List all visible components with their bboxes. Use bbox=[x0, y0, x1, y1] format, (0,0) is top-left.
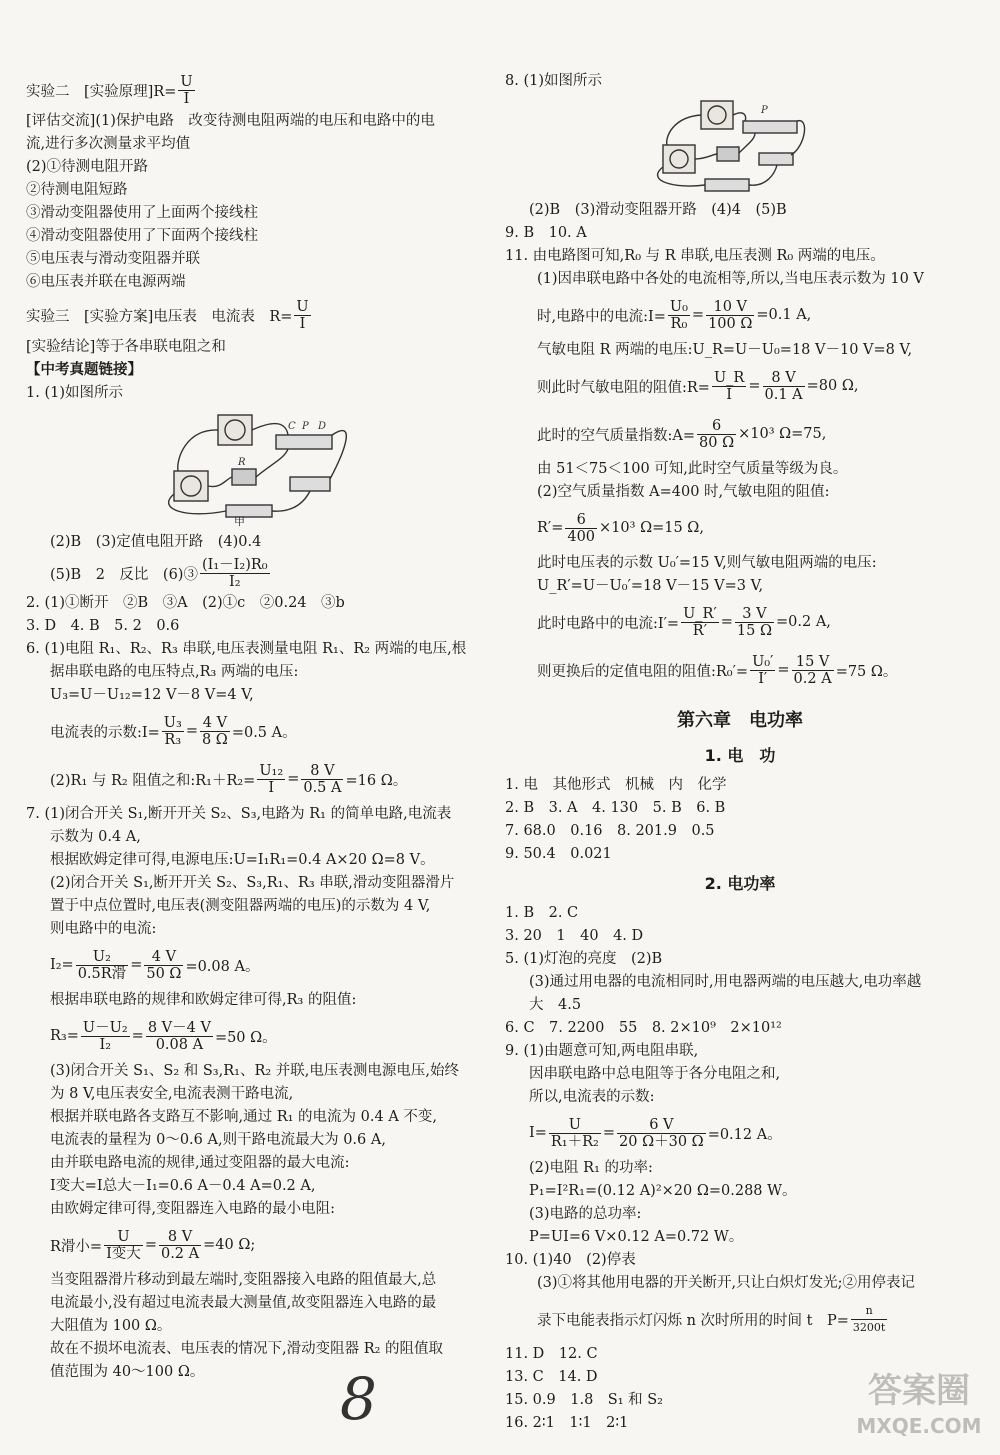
right-column bbox=[505, 70, 975, 1435]
q11-line: 由 51＜75＜100 可知,此时空气质量等级为良。 bbox=[537, 461, 848, 477]
answer-line: (2)电阻 R₁ 的功率: bbox=[529, 1160, 653, 1176]
numerator: 10 V bbox=[706, 299, 754, 316]
answer-line: 6. C 7. 2200 55 8. 2×10⁹ 2×10¹² bbox=[505, 1020, 782, 1036]
equals: = bbox=[144, 1237, 157, 1253]
fraction bbox=[257, 763, 285, 796]
watermark-line-2: MXQE.COM bbox=[856, 1414, 982, 1438]
denominator: R₁＋R₂ bbox=[550, 1133, 599, 1150]
s2-text: I= bbox=[529, 1125, 547, 1141]
q11-formula-2 bbox=[505, 362, 975, 410]
fraction bbox=[81, 1020, 130, 1053]
numerator: 6 bbox=[697, 418, 736, 435]
q7-line: 电流最小,没有超过电流表最大测量值,故变阻器连入电路的最 bbox=[50, 1295, 437, 1311]
numerator: 4 V bbox=[144, 949, 183, 966]
numerator: U₃ bbox=[163, 714, 182, 731]
svg-text:C: C bbox=[288, 421, 296, 432]
denominator: I bbox=[726, 386, 733, 403]
exp2-principle bbox=[26, 70, 486, 110]
denominator: I bbox=[268, 779, 275, 796]
eval-line: ④滑动变阻器使用了下面两个接线柱 bbox=[26, 228, 258, 244]
q8-line: 8. (1)如图所示 bbox=[505, 73, 602, 89]
fraction bbox=[294, 299, 310, 332]
q7-text: =40 Ω; bbox=[203, 1237, 256, 1253]
s2-formula-power bbox=[505, 1295, 975, 1343]
q7-line: 电流表的量程为 0～0.6 A,则干路电流最大为 0.6 A, bbox=[50, 1132, 386, 1148]
answer-line: 5. (1)灯泡的亮度 (2)B bbox=[505, 951, 663, 967]
q7-text: R₃= bbox=[50, 1028, 79, 1044]
eval-line: ⑥电压表并联在电源两端 bbox=[26, 274, 186, 290]
fraction bbox=[76, 949, 128, 982]
q7-line: 根据欧姆定律可得,电源电压:U=I₁R₁=0.4 A×20 Ω=8 V。 bbox=[50, 852, 435, 868]
answer-line: 16. 2∶1 1∶1 2∶1 bbox=[505, 1415, 629, 1431]
q11-line: 气敏电阻 R 两端的电压:U_R=U－U₀=18 V－10 V=8 V, bbox=[537, 342, 913, 358]
q11-text: 此时的空气质量指数:A= bbox=[537, 427, 696, 444]
q11-text: ×10³ Ω=15 Ω, bbox=[599, 520, 704, 536]
eval-line: (2)①待测电阻开路 bbox=[26, 159, 149, 175]
q11-text: 则此时气敏电阻的阻值:R= bbox=[537, 379, 710, 396]
answer-line: 9. 50.4 0.021 bbox=[505, 846, 612, 862]
fraction bbox=[200, 557, 270, 590]
fraction bbox=[159, 1229, 201, 1262]
fraction bbox=[301, 763, 343, 796]
q7-line: 置于中点位置时,电压表(测变阻器两端的电压)的示数为 4 V, bbox=[50, 898, 431, 914]
numerator: 8 V bbox=[301, 763, 343, 780]
q11-formula-5 bbox=[505, 598, 975, 646]
circuit-diagram-icon bbox=[505, 97, 975, 197]
svg-text:R: R bbox=[238, 457, 246, 468]
q7-line: 故在不损坏电流表、电压表的情况下,滑动变阻器 R₂ 的阻值取 bbox=[50, 1341, 444, 1357]
equals: = bbox=[691, 307, 705, 323]
q7-line: 当变阻器滑片移动到最左端时,变阻器接入电路的阻值最大,总 bbox=[50, 1272, 437, 1288]
numerator: 6 bbox=[565, 512, 597, 529]
q11-text: =0.2 A, bbox=[776, 614, 831, 630]
numerator: U bbox=[180, 73, 193, 90]
fraction bbox=[617, 1117, 706, 1150]
q11-text: =80 Ω, bbox=[806, 378, 859, 394]
numerator: 6 V bbox=[617, 1117, 706, 1134]
answer-line: 11. D 12. C bbox=[505, 1346, 598, 1362]
q11-line: 11. 由电路图可知,R₀ 与 R 串联,电压表测 R₀ 两端的电压。 bbox=[505, 248, 885, 264]
fraction bbox=[712, 370, 746, 403]
q7-formula-2 bbox=[26, 1012, 486, 1060]
q6-text: =0.5 A。 bbox=[231, 724, 297, 741]
s2-formula bbox=[505, 1109, 975, 1157]
equals: = bbox=[131, 1028, 144, 1044]
fraction bbox=[668, 299, 690, 332]
numerator: U₀′ bbox=[752, 653, 774, 670]
q11-formula-1 bbox=[505, 291, 975, 339]
q6-line: 据串联电路的电压特点,R₃ 两端的电压: bbox=[50, 664, 299, 680]
q7-text: R滑小= bbox=[50, 1238, 103, 1255]
fraction bbox=[178, 74, 194, 107]
s2-text: =0.12 A。 bbox=[707, 1126, 782, 1143]
numerator: U bbox=[549, 1117, 601, 1134]
eval-line: ②待测电阻短路 bbox=[26, 182, 128, 198]
denominator: 80 Ω bbox=[699, 434, 735, 451]
answer-line: 1. 电 其他形式 机械 内 化学 bbox=[505, 777, 727, 793]
fraction bbox=[146, 1020, 213, 1053]
q1-text: (5)B 2 反比 (6)③ bbox=[50, 566, 198, 583]
q1-formula bbox=[26, 554, 486, 592]
watermark bbox=[844, 1369, 994, 1449]
equals: = bbox=[720, 614, 733, 630]
equals: = bbox=[185, 723, 198, 739]
fraction bbox=[763, 370, 805, 403]
numerator: U₀ bbox=[669, 298, 688, 315]
q6-text: =16 Ω。 bbox=[345, 772, 408, 789]
q7-line: 为 8 V,电压表安全,电流表测干路电流, bbox=[50, 1086, 294, 1102]
s2-text: 录下电能表指示灯闪烁 n 次时所用的时间 t P= bbox=[537, 1312, 849, 1329]
answer-line: P₁=I²R₁=(0.12 A)²×20 Ω=0.288 W。 bbox=[529, 1183, 797, 1199]
fraction bbox=[792, 654, 834, 687]
denominator: 15 Ω bbox=[736, 622, 772, 639]
q11-text: 则更换后的定值电阻的阻值:R₀′= bbox=[537, 663, 749, 680]
q7-formula-3 bbox=[26, 1221, 486, 1269]
denominator: 8 Ω bbox=[201, 731, 228, 748]
fraction bbox=[750, 654, 775, 687]
fraction bbox=[144, 949, 183, 982]
answer-line: (3)电路的总功率: bbox=[529, 1206, 642, 1222]
numerator: 15 V bbox=[792, 654, 834, 671]
numerator: U₁₂ bbox=[259, 762, 284, 779]
fraction bbox=[735, 606, 774, 639]
denominator: R₃ bbox=[164, 731, 182, 748]
denominator: 0.08 A bbox=[155, 1036, 204, 1053]
numerator: 4 V bbox=[200, 715, 230, 732]
q6-line: 6. (1)电阻 R₁、R₂、R₃ 串联,电压表测量电阻 R₁、R₂ 两端的电压,根 bbox=[26, 641, 467, 657]
numerator: 8 V bbox=[159, 1229, 201, 1246]
eval-line: 流,进行多次测量求平均值 bbox=[26, 136, 191, 152]
q11-line: U_R′=U－U₀′=18 V－15 V=3 V, bbox=[537, 578, 764, 594]
watermark-line-1: 答案圈 bbox=[868, 1371, 970, 1411]
numerator: (I₁－I₂)R₀ bbox=[201, 556, 268, 573]
numerator: n bbox=[851, 1303, 887, 1320]
q3-line: 3. D 4. B 5. 2 0.6 bbox=[26, 618, 180, 634]
denominator: 50 Ω bbox=[146, 965, 182, 982]
q6-formula-2 bbox=[26, 755, 486, 803]
q1-line: (2)B (3)定值电阻开路 (4)0.4 bbox=[50, 534, 262, 550]
q11-text: ×10³ Ω=75, bbox=[738, 426, 827, 442]
q9-line: 9. B 10. A bbox=[505, 225, 587, 241]
equals: = bbox=[287, 771, 300, 787]
fraction bbox=[697, 418, 736, 451]
denominator: I₂ bbox=[229, 573, 241, 590]
denominator: 0.2 A bbox=[793, 670, 832, 687]
numerator: 8 V bbox=[763, 370, 805, 387]
exp3-text: 实验三 [实验方案]电压表 电流表 R= bbox=[26, 308, 293, 325]
q7-line: 大阻值为 100 Ω。 bbox=[50, 1318, 172, 1334]
q6-text: 电流表的示数:I= bbox=[50, 724, 160, 741]
q2-line: 2. (1)①断开 ②B ③A (2)①c ②0.24 ③b bbox=[26, 595, 345, 611]
exp2-text: 实验二 [实验原理]R= bbox=[26, 83, 177, 100]
equals: = bbox=[748, 378, 761, 394]
q7-text: =50 Ω。 bbox=[214, 1029, 277, 1046]
q7-line: 值范围为 40～100 Ω。 bbox=[50, 1364, 205, 1380]
answer-line: 大 4.5 bbox=[529, 997, 582, 1013]
q11-line: 此时电压表的示数 U₀′=15 V,则气敏电阻两端的电压: bbox=[537, 555, 877, 571]
denominator: 100 Ω bbox=[708, 315, 753, 332]
q11-text: =75 Ω。 bbox=[835, 663, 898, 680]
denominator: 0.5R滑 bbox=[77, 965, 127, 982]
denominator: I bbox=[299, 315, 306, 332]
q7-line: 示数为 0.4 A, bbox=[50, 829, 141, 845]
q7-line: 则电路中的电流: bbox=[50, 921, 157, 937]
answer-line: 9. (1)由题意可知,两电阻串联, bbox=[505, 1043, 699, 1059]
eval-line: [评估交流](1)保护电路 改变待测电阻两端的电压和电路中的电 bbox=[26, 113, 435, 129]
q7-formula-1 bbox=[26, 941, 486, 989]
equals: = bbox=[777, 662, 790, 678]
section-heading: 【中考真题链接】 bbox=[26, 362, 142, 378]
q11-line: (1)因串联电路中各处的电流相等,所以,当电压表示数为 10 V bbox=[537, 271, 924, 287]
denominator: R₀ bbox=[670, 315, 688, 332]
fraction bbox=[162, 715, 184, 748]
numerator: U_R′ bbox=[683, 605, 717, 622]
q7-line: 7. (1)闭合开关 S₁,断开开关 S₂、S₃,电路为 R₁ 的简单电路,电流表 bbox=[26, 806, 452, 822]
numerator: U₂ bbox=[76, 949, 128, 966]
q11-text: =0.1 A, bbox=[756, 307, 812, 323]
q8-line: (2)B (3)滑动变阻器开路 (4)4 (5)B bbox=[529, 202, 787, 218]
q11-formula-4 bbox=[505, 504, 975, 552]
fraction bbox=[565, 512, 597, 545]
denominator: R′ bbox=[692, 622, 708, 639]
equals: = bbox=[130, 957, 143, 973]
circuit-diagram-1 bbox=[26, 409, 486, 529]
denominator: I bbox=[183, 90, 190, 107]
numerator: U－U₂ bbox=[82, 1019, 128, 1036]
svg-text:P: P bbox=[761, 105, 768, 116]
page-number: 8 bbox=[340, 1365, 377, 1433]
eval-line: ⑤电压表与滑动变阻器并联 bbox=[26, 251, 200, 267]
q6-text: (2)R₁ 与 R₂ 阻值之和:R₁＋R₂= bbox=[50, 772, 256, 789]
answer-line: 13. C 14. D bbox=[505, 1369, 598, 1385]
q7-text: =0.08 A。 bbox=[185, 958, 260, 975]
answer-line: 因串联电路中总电阻等于各分电阻之和, bbox=[529, 1066, 781, 1082]
q7-line: 根据串联电路的规律和欧姆定律可得,R₃ 的阻值: bbox=[50, 992, 357, 1008]
answer-line: (3)通过用电器的电流相同时,用电器两端的电压越大,电功率越 bbox=[529, 974, 922, 990]
answer-line: P=UI=6 V×0.12 A=0.72 W。 bbox=[529, 1229, 744, 1245]
q7-line: (2)闭合开关 S₁,断开开关 S₂、S₃,R₁、R₃ 串联,滑动变阻器滑片 bbox=[50, 875, 455, 891]
numerator: U_R bbox=[713, 369, 745, 386]
exp3-conclusion: [实验结论]等于各串联电阻之和 bbox=[26, 339, 226, 355]
q6-line: U₃=U－U₁₂=12 V－8 V=4 V, bbox=[50, 687, 254, 703]
watermark-logo-icon bbox=[844, 1369, 994, 1449]
svg-text:D: D bbox=[318, 421, 327, 432]
q11-text: 时,电路中的电流:I= bbox=[537, 308, 666, 325]
answer-line: 1. B 2. C bbox=[505, 905, 579, 921]
fraction bbox=[200, 715, 230, 748]
q11-text: R′= bbox=[537, 520, 564, 536]
section-title-electric-work: 1. 电 功 bbox=[704, 746, 776, 765]
denominator: 0.2 A bbox=[160, 1245, 200, 1262]
answer-line: 7. 68.0 0.16 8. 201.9 0.5 bbox=[505, 823, 715, 839]
fraction bbox=[104, 1229, 143, 1262]
answer-line: 3. 20 1 40 4. D bbox=[505, 928, 644, 944]
chapter-title: 第六章 电功率 bbox=[677, 710, 803, 731]
answer-line: 所以,电流表的示数: bbox=[529, 1089, 655, 1105]
left-column bbox=[26, 70, 486, 1384]
q1-line: 1. (1)如图所示 bbox=[26, 385, 123, 401]
q7-text: I₂= bbox=[50, 957, 74, 973]
q6-formula-1 bbox=[26, 707, 486, 755]
denominator: 400 bbox=[567, 528, 596, 545]
denominator: 20 Ω＋30 Ω bbox=[619, 1133, 704, 1150]
numerator: 8 V－4 V bbox=[147, 1019, 211, 1036]
equals: = bbox=[602, 1125, 616, 1141]
section-title-electric-power: 2. 电功率 bbox=[704, 874, 776, 893]
answer-line: 15. 0.9 1.8 S₁ 和 S₂ bbox=[505, 1392, 663, 1408]
q11-formula-3 bbox=[505, 410, 975, 458]
answer-line: (3)①将其他用电器的开关断开,只让白炽灯发光;②用停表记 bbox=[537, 1275, 916, 1291]
denominator: I变大 bbox=[106, 1245, 141, 1262]
denominator: I′ bbox=[758, 670, 768, 687]
q7-line: 由并联电路电流的规律,通过变阻器的最大电流: bbox=[50, 1155, 350, 1171]
numerator: U bbox=[296, 298, 309, 315]
eval-line: ③滑动变阻器使用了上面两个接线柱 bbox=[26, 205, 258, 221]
exp3-plan bbox=[26, 294, 486, 336]
denominator: I₂ bbox=[99, 1036, 112, 1053]
q7-line: I变大=I总大－I₁=0.6 A－0.4 A=0.2 A, bbox=[50, 1178, 316, 1194]
figure-caption: 甲 bbox=[234, 515, 245, 528]
fraction bbox=[851, 1303, 887, 1336]
denominator: 0.5 A bbox=[303, 779, 342, 796]
circuit-diagram-icon bbox=[26, 409, 486, 529]
q7-line: 由欧姆定律可得,变阻器连入电路的最小电阻: bbox=[50, 1201, 335, 1217]
q7-line: (3)闭合开关 S₁、S₂ 和 S₃,R₁、R₂ 并联,电压表测电源电压,始终 bbox=[50, 1063, 460, 1079]
q11-formula-6 bbox=[505, 646, 975, 694]
fraction bbox=[681, 606, 719, 639]
svg-text:P: P bbox=[302, 421, 309, 432]
fraction bbox=[549, 1117, 601, 1150]
numerator: 3 V bbox=[735, 606, 774, 623]
numerator: U bbox=[104, 1229, 143, 1246]
answer-line: 2. B 3. A 4. 130 5. B 6. B bbox=[505, 800, 726, 816]
denominator: 3200t bbox=[852, 1320, 886, 1334]
answer-line: 10. (1)40 (2)停表 bbox=[505, 1252, 636, 1268]
fraction bbox=[706, 299, 754, 332]
q11-text: 此时电路中的电流:I′= bbox=[537, 615, 680, 632]
q11-line: (2)空气质量指数 A=400 时,气敏电阻的阻值: bbox=[537, 484, 830, 500]
q7-line: 根据并联电路各支路互不影响,通过 R₁ 的电流为 0.4 A 不变, bbox=[50, 1109, 438, 1125]
circuit-diagram-2 bbox=[505, 97, 975, 197]
denominator: 0.1 A bbox=[764, 386, 803, 403]
